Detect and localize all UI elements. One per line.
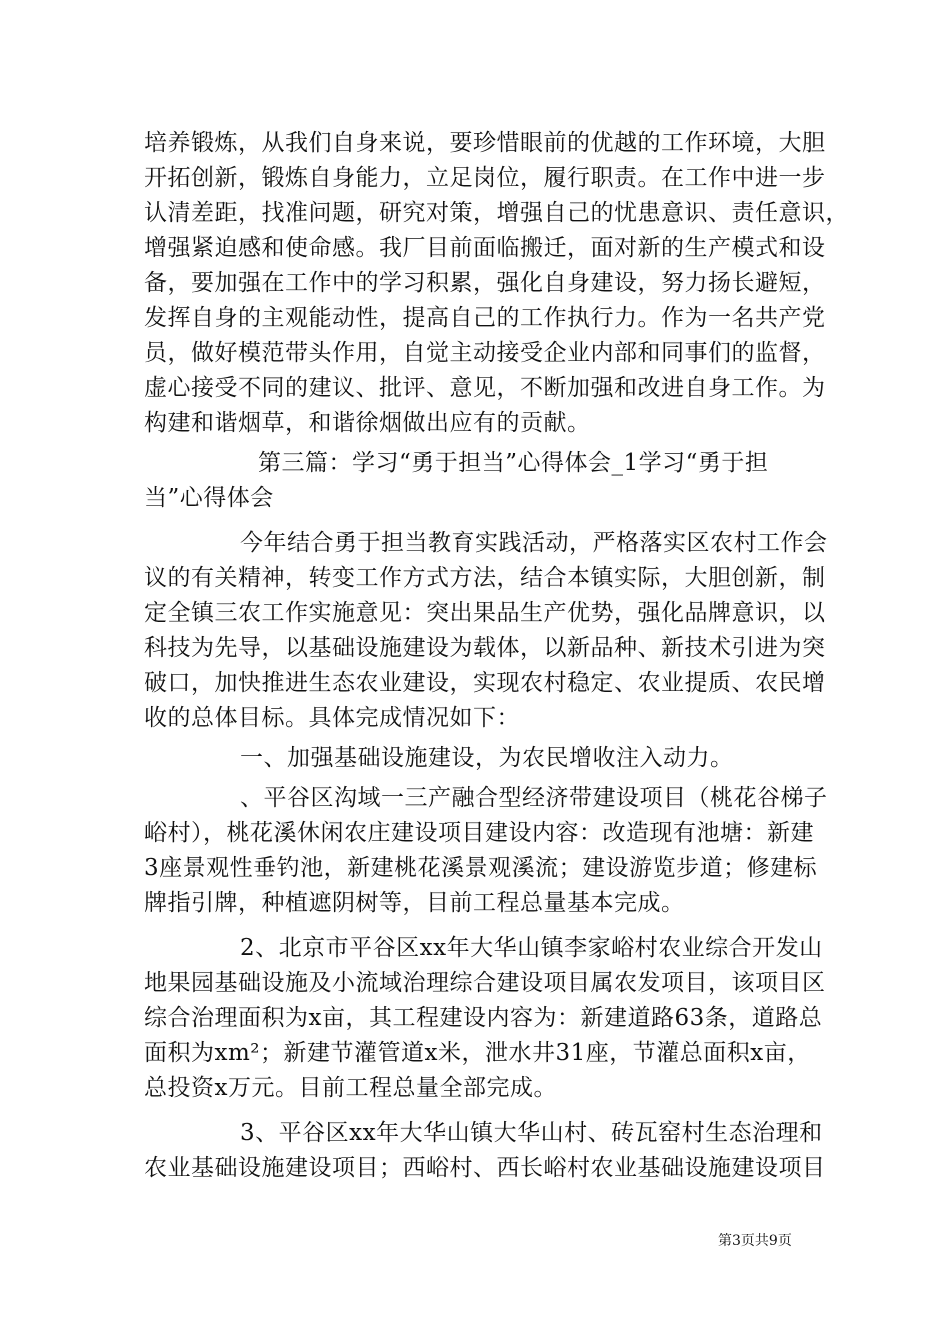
- text-line: 定全镇三农工作实施意见：突出果品生产优势，强化品牌意识，以: [144, 600, 826, 626]
- text-line: 峪村），桃花溪休闲农庄建设项目建设内容：改造现有池塘：新建: [144, 820, 814, 846]
- text-line: 发挥自身的主观能动性，提高自己的工作执行力。作为一名共产党: [144, 305, 826, 331]
- section-heading-line: 当”心得体会: [144, 485, 274, 511]
- text-line: 增强紧迫感和使命感。我厂目前面临搬迁，面对新的生产模式和设: [144, 235, 826, 261]
- text-line: 开拓创新，锻炼自身能力，立足岗位，履行职责。在工作中进一步: [144, 165, 826, 191]
- text-line: 备，要加强在工作中的学习积累，强化自身建设，努力扬长避短，: [144, 270, 826, 296]
- text-line: 破口，加快推进生态农业建设，实现农村稳定、农业提质、农民增: [144, 670, 826, 696]
- text-line: 综合治理面积为x亩，其工程建设内容为：新建道路63条，道路总: [144, 1005, 823, 1031]
- text-line: 地果园基础设施及小流域治理综合建设项目属农发项目，该项目区: [144, 970, 826, 996]
- section-heading-line: 第三篇：学习“勇于担当”心得体会_1学习“勇于担: [258, 450, 769, 476]
- text-line: 牌指引牌，种植遮阴树等，目前工程总量基本完成。: [144, 890, 685, 916]
- text-line: 构建和谐烟草，和谐徐烟做出应有的贡献。: [144, 410, 591, 436]
- page-number: 第3页共9页: [718, 1233, 792, 1249]
- text-line: 培养锻炼，从我们自身来说，要珍惜眼前的优越的工作环境，大胆: [144, 130, 826, 156]
- text-line: 员，做好模范带头作用，自觉主动接受企业内部和同事们的监督，: [144, 340, 826, 366]
- text-line: 今年结合勇于担当教育实践活动，严格落实区农村工作会: [240, 530, 828, 556]
- text-line: 议的有关精神，转变工作方式方法，结合本镇实际，大胆创新，制: [144, 565, 826, 591]
- text-line: 3座景观性垂钓池，新建桃花溪景观溪流；建设游览步道；修建标: [144, 855, 818, 881]
- text-line: 3、平谷区xx年大华山镇大华山村、砖瓦窑村生态治理和: [240, 1120, 823, 1146]
- text-line: 2、北京市平谷区xx年大华山镇李家峪村农业综合开发山: [240, 935, 823, 961]
- text-line: 面积为xm²；新建节灌管道x米，泄水井31座，节灌总面积x亩，: [144, 1040, 811, 1066]
- text-line: 一、加强基础设施建设，为农民增收注入动力。: [240, 745, 734, 771]
- text-line: 科技为先导，以基础设施建设为载体，以新品种、新技术引进为突: [144, 635, 826, 661]
- text-line: 认清差距，找准问题，研究对策，增强自己的忧患意识、责任意识，: [144, 200, 849, 226]
- text-line: 、平谷区沟域一三产融合型经济带建设项目（桃花谷梯子: [240, 785, 828, 811]
- text-line: 收的总体目标。具体完成情况如下：: [144, 705, 520, 731]
- text-line: 农业基础设施建设项目；西峪村、西长峪村农业基础设施建设项目: [144, 1155, 826, 1181]
- text-line: 虚心接受不同的建议、批评、意见，不断加强和改进自身工作。为: [144, 375, 826, 401]
- text-line: 总投资x万元。目前工程总量全部完成。: [144, 1075, 557, 1101]
